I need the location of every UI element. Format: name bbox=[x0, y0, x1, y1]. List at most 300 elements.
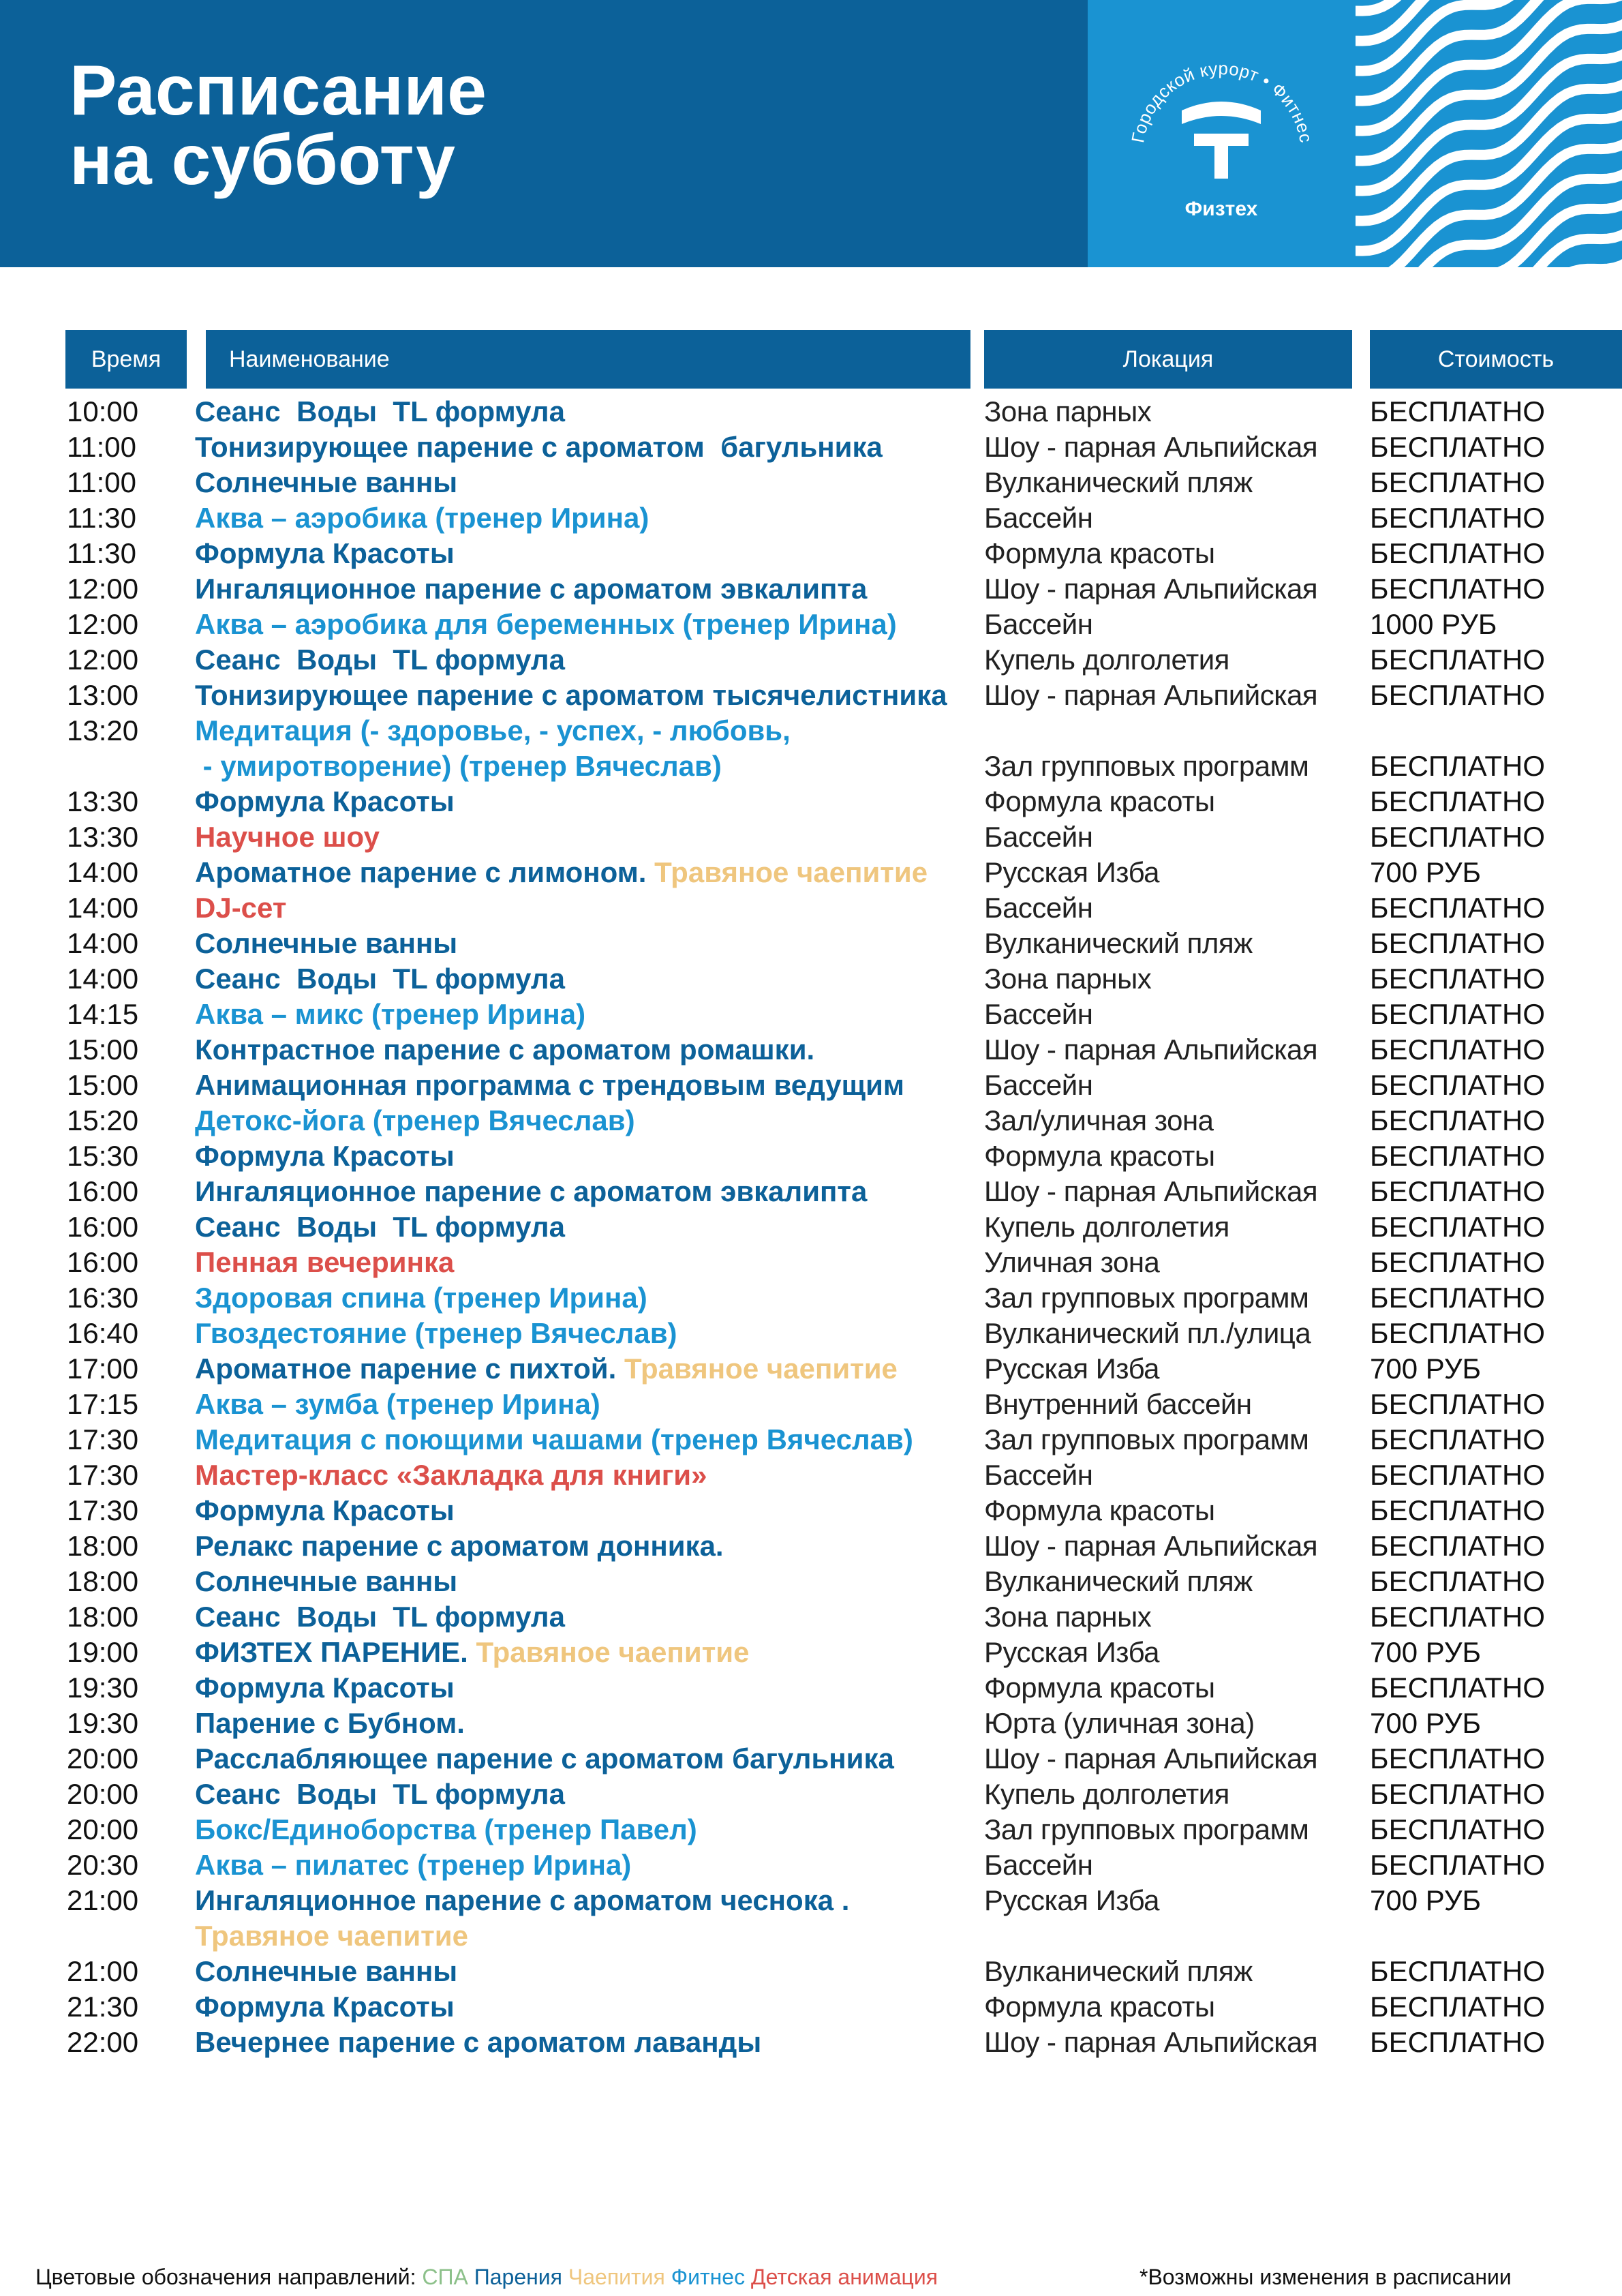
table-row bbox=[0, 890, 1622, 926]
event-time: 11:30 bbox=[67, 502, 136, 534]
event-time: 18:00 bbox=[67, 1601, 139, 1633]
page-footer bbox=[0, 2265, 1622, 2296]
event-price: БЕСПЛАТНО bbox=[1370, 1317, 1546, 1349]
event-name bbox=[195, 1954, 457, 1989]
event-price: БЕСПЛАТНО bbox=[1370, 1033, 1546, 1066]
event-price: БЕСПЛАТНО bbox=[1370, 573, 1546, 605]
event-location: Вулканический пляж bbox=[984, 466, 1253, 498]
event-price: БЕСПЛАТНО bbox=[1370, 644, 1546, 676]
event-location: Купель долголетия bbox=[984, 1211, 1229, 1243]
event-name bbox=[195, 1032, 814, 1068]
event-location: Зал групповых программ bbox=[984, 750, 1309, 782]
event-name-part: Аква – пилатес (тренер Ирина) bbox=[195, 1849, 632, 1881]
event-name bbox=[195, 1493, 455, 1528]
event-name bbox=[195, 571, 867, 607]
table-row bbox=[0, 1032, 1622, 1068]
event-time: 15:00 bbox=[67, 1033, 139, 1066]
event-name-part: Медитация (- здоровье, - успех, - любовь, bbox=[195, 714, 791, 746]
event-time: 13:00 bbox=[67, 679, 139, 711]
page-header bbox=[0, 0, 1622, 267]
event-location: Купель долголетия bbox=[984, 644, 1229, 676]
event-location: Уличная зона bbox=[984, 1246, 1160, 1278]
event-price: БЕСПЛАТНО bbox=[1370, 1104, 1546, 1136]
table-row bbox=[0, 961, 1622, 997]
event-price: БЕСПЛАТНО bbox=[1370, 1672, 1546, 1704]
table-row bbox=[0, 571, 1622, 607]
table-row bbox=[0, 1670, 1622, 1706]
event-time: 17:15 bbox=[67, 1388, 139, 1420]
event-time: 11:30 bbox=[67, 537, 136, 569]
wave-pattern bbox=[1356, 0, 1622, 267]
event-location: Зал групповых программ bbox=[984, 1813, 1309, 1845]
event-price: БЕСПЛАТНО bbox=[1370, 963, 1546, 995]
event-location: Шоу - парная Альпийская bbox=[984, 1742, 1318, 1774]
event-time: 20:00 bbox=[67, 1742, 139, 1774]
event-name bbox=[195, 1316, 677, 1351]
event-time: 13:20 bbox=[67, 714, 139, 746]
event-name bbox=[195, 1564, 457, 1599]
event-location: Бассейн bbox=[984, 1069, 1093, 1101]
table-row bbox=[0, 1528, 1622, 1564]
event-price: БЕСПЛАТНО bbox=[1370, 395, 1546, 427]
event-name bbox=[195, 1245, 454, 1280]
event-name-part: Расслабляющее парение с ароматом багульника bbox=[195, 1742, 894, 1774]
table-row bbox=[0, 1174, 1622, 1209]
event-time: 18:00 bbox=[67, 1565, 139, 1597]
event-name-part: Сеанс Воды TL формула bbox=[195, 1601, 565, 1633]
event-price: БЕСПЛАТНО bbox=[1370, 1955, 1546, 1987]
event-price: 700 РУБ bbox=[1370, 1353, 1482, 1385]
event-name bbox=[195, 713, 791, 749]
event-name-continued bbox=[195, 749, 722, 784]
logo-ring-text: Городской курорт • Фитнес bbox=[1127, 58, 1317, 145]
event-time: 19:00 bbox=[67, 1636, 139, 1668]
table-row bbox=[0, 1245, 1622, 1280]
event-name bbox=[195, 1777, 565, 1812]
table-row bbox=[0, 1387, 1622, 1422]
title-line-1: Расписание bbox=[70, 51, 487, 130]
table-row bbox=[0, 1883, 1622, 1918]
event-name-part: Травяное чаепитие bbox=[654, 856, 928, 888]
event-name bbox=[195, 784, 455, 819]
event-name bbox=[195, 1422, 913, 1457]
event-location: Бассейн bbox=[984, 892, 1093, 924]
event-location: Русская Изба bbox=[984, 1884, 1160, 1916]
table-row bbox=[0, 607, 1622, 642]
event-location: Шоу - парная Альпийская bbox=[984, 679, 1318, 711]
table-row bbox=[0, 1599, 1622, 1635]
event-location: Зона парных bbox=[984, 395, 1152, 427]
table-row bbox=[0, 1741, 1622, 1777]
event-time: 13:30 bbox=[67, 785, 139, 817]
event-name-part: Аква – микс (тренер Ирина) bbox=[195, 998, 586, 1030]
event-price: БЕСПЛАТНО bbox=[1370, 892, 1546, 924]
event-name bbox=[195, 1635, 749, 1670]
event-name-part: Парение с Бубном. bbox=[195, 1707, 465, 1739]
event-time: 16:40 bbox=[67, 1317, 139, 1349]
event-name-part: Сеанс Воды TL формула bbox=[195, 1778, 565, 1810]
event-price: БЕСПЛАТНО bbox=[1370, 1388, 1546, 1420]
event-name-part: Мастер-класс «Закладка для книги» bbox=[195, 1459, 707, 1491]
event-time: 16:00 bbox=[67, 1175, 139, 1207]
event-name bbox=[195, 500, 649, 536]
legend-item-steam: Парения bbox=[474, 2265, 562, 2289]
event-location: Зона парных bbox=[984, 963, 1152, 995]
schedule-change-note: *Возможны изменения в расписании bbox=[1139, 2265, 1512, 2289]
table-row bbox=[0, 678, 1622, 713]
event-price: БЕСПЛАТНО bbox=[1370, 1565, 1546, 1597]
event-location: Внутренний бассейн bbox=[984, 1388, 1252, 1420]
event-name bbox=[195, 1138, 455, 1174]
event-name-part: Сеанс Воды TL формула bbox=[195, 963, 565, 995]
column-header-price: Стоимость bbox=[1370, 330, 1622, 389]
event-name-part: - умиротворение) (тренер Вячеслав) bbox=[195, 750, 722, 782]
table-row bbox=[0, 429, 1622, 465]
event-location: Формула красоты bbox=[984, 1991, 1215, 2023]
event-price: 700 РУБ bbox=[1370, 856, 1482, 888]
event-name-part: Детокс-йога (тренер Вячеслав) bbox=[195, 1104, 635, 1136]
table-row bbox=[0, 1564, 1622, 1599]
event-time: 16:00 bbox=[67, 1246, 139, 1278]
event-location: Бассейн bbox=[984, 821, 1093, 853]
event-time: 19:30 bbox=[67, 1707, 139, 1739]
event-time: 10:00 bbox=[67, 395, 139, 427]
event-price: БЕСПЛАТНО bbox=[1370, 750, 1546, 782]
event-price: 700 РУБ bbox=[1370, 1884, 1482, 1916]
event-name-part: Пенная вечеринка bbox=[195, 1246, 455, 1278]
event-location: Формула красоты bbox=[984, 537, 1215, 569]
event-price: БЕСПЛАТНО bbox=[1370, 431, 1546, 463]
event-name bbox=[195, 1209, 565, 1245]
event-price: БЕСПЛАТНО bbox=[1370, 1601, 1546, 1633]
table-row bbox=[0, 1280, 1622, 1316]
event-time: 15:20 bbox=[67, 1104, 139, 1136]
event-location: Зал/уличная зона bbox=[984, 1104, 1214, 1136]
event-name-part: Формула Красоты bbox=[195, 1494, 455, 1526]
legend-item-tea: Чаепития bbox=[568, 2265, 665, 2289]
table-row bbox=[0, 1635, 1622, 1670]
event-price: БЕСПЛАТНО bbox=[1370, 821, 1546, 853]
table-row bbox=[0, 1706, 1622, 1741]
legend-item-fit: Фитнес bbox=[671, 2265, 746, 2289]
event-name-part: Ингаляционное парение с ароматом чеснока . bbox=[195, 1884, 850, 1916]
event-name-part: Формула Красоты bbox=[195, 537, 455, 569]
event-time: 20:00 bbox=[67, 1778, 139, 1810]
event-name bbox=[195, 1387, 600, 1422]
event-location: Бассейн bbox=[984, 502, 1093, 534]
event-price: БЕСПЛАТНО bbox=[1370, 1813, 1546, 1845]
event-time: 15:30 bbox=[67, 1140, 139, 1172]
event-time: 12:00 bbox=[67, 608, 139, 640]
event-price: БЕСПЛАТНО bbox=[1370, 1494, 1546, 1526]
table-row-continuation bbox=[0, 749, 1622, 784]
event-name bbox=[195, 997, 585, 1032]
event-name-part: Вечернее парение с ароматом лаванды bbox=[195, 2026, 762, 2058]
event-time: 17:00 bbox=[67, 1353, 139, 1385]
event-location: Шоу - парная Альпийская bbox=[984, 2026, 1318, 2058]
logo-name: Физтех bbox=[1184, 198, 1258, 220]
event-name bbox=[195, 678, 947, 713]
event-name-part: Травяное чаепитие bbox=[624, 1353, 898, 1385]
event-name bbox=[195, 429, 883, 465]
event-location: Русская Изба bbox=[984, 856, 1160, 888]
table-row bbox=[0, 819, 1622, 855]
table-row bbox=[0, 1103, 1622, 1138]
event-name bbox=[195, 1528, 724, 1564]
event-location: Бассейн bbox=[984, 1849, 1093, 1881]
event-location: Вулканический пляж bbox=[984, 927, 1253, 959]
table-row bbox=[0, 2025, 1622, 2060]
event-price: БЕСПЛАТНО bbox=[1370, 1140, 1546, 1172]
event-time: 19:30 bbox=[67, 1672, 139, 1704]
event-price: БЕСПЛАТНО bbox=[1370, 927, 1546, 959]
event-location: Формула красоты bbox=[984, 1140, 1215, 1172]
event-price: БЕСПЛАТНО bbox=[1370, 1459, 1546, 1491]
event-name-continued bbox=[195, 1918, 468, 1954]
table-row bbox=[0, 465, 1622, 500]
event-price: БЕСПЛАТНО bbox=[1370, 1530, 1546, 1562]
event-time: 12:00 bbox=[67, 573, 139, 605]
event-name bbox=[195, 2025, 761, 2060]
table-row bbox=[0, 1777, 1622, 1812]
event-name-part: Аква – зумба (тренер Ирина) bbox=[195, 1388, 600, 1420]
table-row bbox=[0, 855, 1622, 890]
event-time: 20:00 bbox=[67, 1813, 139, 1845]
event-name bbox=[195, 819, 380, 855]
event-name bbox=[195, 1883, 849, 1918]
event-name-part: Травяное чаепитие bbox=[195, 1920, 468, 1952]
event-price: БЕСПЛАТНО bbox=[1370, 2026, 1546, 2058]
event-time: 18:00 bbox=[67, 1530, 139, 1562]
event-name-part: Научное шоу bbox=[195, 821, 380, 853]
event-name-part: Солнечные ванны bbox=[195, 1565, 458, 1597]
event-name bbox=[195, 1741, 894, 1777]
table-row bbox=[0, 1422, 1622, 1457]
table-row bbox=[0, 926, 1622, 961]
event-time: 11:00 bbox=[67, 466, 136, 498]
event-name bbox=[195, 1068, 904, 1103]
event-name bbox=[195, 642, 565, 678]
event-name bbox=[195, 855, 928, 890]
column-header-name: Наименование bbox=[206, 330, 970, 389]
event-name-part: Ингаляционное парение с ароматом эвкалипта bbox=[195, 573, 868, 605]
event-name bbox=[195, 961, 565, 997]
table-row bbox=[0, 1812, 1622, 1847]
event-name bbox=[195, 926, 457, 961]
table-row bbox=[0, 713, 1622, 749]
column-header-time: Время bbox=[65, 330, 187, 389]
event-name-part: Аква – аэробика (тренер Ирина) bbox=[195, 502, 649, 534]
event-name bbox=[195, 1174, 867, 1209]
event-name-part: Солнечные ванны bbox=[195, 466, 458, 498]
event-name bbox=[195, 607, 897, 642]
event-price: БЕСПЛАТНО bbox=[1370, 785, 1546, 817]
event-time: 17:30 bbox=[67, 1423, 139, 1455]
event-time: 21:00 bbox=[67, 1884, 139, 1916]
event-name-part: Формула Красоты bbox=[195, 1140, 455, 1172]
event-price: БЕСПЛАТНО bbox=[1370, 1246, 1546, 1278]
event-location: Вулканический пл./улица bbox=[984, 1317, 1311, 1349]
page-title bbox=[70, 51, 487, 200]
legend-item-kids: Детская анимация bbox=[750, 2265, 938, 2289]
event-price: БЕСПЛАТНО bbox=[1370, 1742, 1546, 1774]
event-location: Шоу - парная Альпийская bbox=[984, 573, 1318, 605]
svg-text:Городской курорт • Фитнес bbox=[1127, 58, 1317, 145]
event-time: 22:00 bbox=[67, 2026, 139, 2058]
event-name-part: Травяное чаепитие bbox=[476, 1636, 750, 1668]
table-row bbox=[0, 784, 1622, 819]
event-name-part: Тонизирующее парение с ароматом багульника bbox=[195, 431, 883, 463]
fiztech-logo bbox=[1088, 0, 1356, 267]
event-name-part: ФИЗТЕХ ПАРЕНИЕ. bbox=[195, 1636, 476, 1668]
event-time: 17:30 bbox=[67, 1459, 139, 1491]
event-location: Шоу - парная Альпийская bbox=[984, 1175, 1318, 1207]
event-location: Юрта (уличная зона) bbox=[984, 1707, 1255, 1739]
event-time: 16:00 bbox=[67, 1211, 139, 1243]
event-price: 700 РУБ bbox=[1370, 1707, 1482, 1739]
table-row bbox=[0, 1493, 1622, 1528]
event-name bbox=[195, 1847, 631, 1883]
event-name-part: Солнечные ванны bbox=[195, 927, 458, 959]
event-name-part: Формула Красоты bbox=[195, 1991, 455, 2023]
legend-label: Цветовые обозначения направлений: bbox=[35, 2265, 416, 2289]
event-price: БЕСПЛАТНО bbox=[1370, 1211, 1546, 1243]
event-price: 1000 РУБ bbox=[1370, 608, 1497, 640]
event-location: Формула красоты bbox=[984, 1494, 1215, 1526]
event-time: 17:30 bbox=[67, 1494, 139, 1526]
event-location: Вулканический пляж bbox=[984, 1565, 1253, 1597]
event-location: Бассейн bbox=[984, 608, 1093, 640]
event-name bbox=[195, 1706, 465, 1741]
color-legend bbox=[35, 2265, 938, 2290]
event-name-part: Сеанс Воды TL формула bbox=[195, 644, 565, 676]
event-time: 15:00 bbox=[67, 1069, 139, 1101]
event-price: БЕСПЛАТНО bbox=[1370, 1778, 1546, 1810]
table-row bbox=[0, 1351, 1622, 1387]
event-name-part: Ингаляционное парение с ароматом эвкалипта bbox=[195, 1175, 868, 1207]
event-name-part: DJ-сет bbox=[195, 892, 287, 924]
event-name bbox=[195, 890, 286, 926]
event-name bbox=[195, 1989, 455, 2025]
event-time: 14:00 bbox=[67, 927, 139, 959]
event-name bbox=[195, 1812, 697, 1847]
event-location: Русская Изба bbox=[984, 1636, 1160, 1668]
table-row bbox=[0, 997, 1622, 1032]
event-location: Формула красоты bbox=[984, 1672, 1215, 1704]
event-price: БЕСПЛАТНО bbox=[1370, 1282, 1546, 1314]
event-price: БЕСПЛАТНО bbox=[1370, 537, 1546, 569]
table-row bbox=[0, 1138, 1622, 1174]
table-row-continuation bbox=[0, 1918, 1622, 1954]
event-price: БЕСПЛАТНО bbox=[1370, 1849, 1546, 1881]
event-name bbox=[195, 1103, 635, 1138]
event-time: 14:00 bbox=[67, 963, 139, 995]
table-row bbox=[0, 1316, 1622, 1351]
event-price: БЕСПЛАТНО bbox=[1370, 1069, 1546, 1101]
event-name-part: Формула Красоты bbox=[195, 785, 455, 817]
event-price: БЕСПЛАТНО bbox=[1370, 679, 1546, 711]
column-header-location: Локация bbox=[984, 330, 1352, 389]
event-name-part: Ароматное парение с лимоном. bbox=[195, 856, 655, 888]
event-name-part: Медитация с поющими чашами (тренер Вячеслав) bbox=[195, 1423, 913, 1455]
event-name bbox=[195, 465, 457, 500]
event-location: Зал групповых программ bbox=[984, 1282, 1309, 1314]
event-price: БЕСПЛАТНО bbox=[1370, 502, 1546, 534]
event-location: Зал групповых программ bbox=[984, 1423, 1309, 1455]
event-location: Бассейн bbox=[984, 998, 1093, 1030]
table-row bbox=[0, 642, 1622, 678]
event-price: 700 РУБ bbox=[1370, 1636, 1482, 1668]
event-time: 14:00 bbox=[67, 892, 139, 924]
table-row bbox=[0, 1847, 1622, 1883]
legend-item-spa: СПА bbox=[422, 2265, 468, 2289]
event-location: Русская Изба bbox=[984, 1353, 1160, 1385]
event-name-part: Гвоздестояние (тренер Вячеслав) bbox=[195, 1317, 677, 1349]
event-location: Шоу - парная Альпийская bbox=[984, 1530, 1318, 1562]
event-time: 21:30 bbox=[67, 1991, 139, 2023]
event-location: Бассейн bbox=[984, 1459, 1093, 1491]
schedule-table bbox=[0, 394, 1622, 2060]
event-name bbox=[195, 1670, 455, 1706]
event-name bbox=[195, 394, 565, 429]
event-location: Шоу - парная Альпийская bbox=[984, 1033, 1318, 1066]
table-row bbox=[0, 1209, 1622, 1245]
event-time: 13:30 bbox=[67, 821, 139, 853]
event-name-part: Формула Красоты bbox=[195, 1672, 455, 1704]
event-price: БЕСПЛАТНО bbox=[1370, 466, 1546, 498]
event-name-part: Ароматное парение с пихтой. bbox=[195, 1353, 624, 1385]
event-price: БЕСПЛАТНО bbox=[1370, 1423, 1546, 1455]
table-row bbox=[0, 536, 1622, 571]
table-row bbox=[0, 1068, 1622, 1103]
title-line-2: на субботу bbox=[70, 121, 456, 200]
event-name bbox=[195, 1599, 565, 1635]
event-name bbox=[195, 536, 455, 571]
table-row bbox=[0, 394, 1622, 429]
event-name-part: Здоровая спина (тренер Ирина) bbox=[195, 1282, 647, 1314]
event-time: 16:30 bbox=[67, 1282, 139, 1314]
event-price: БЕСПЛАТНО bbox=[1370, 998, 1546, 1030]
event-time: 12:00 bbox=[67, 644, 139, 676]
event-time: 21:00 bbox=[67, 1955, 139, 1987]
event-name-part: Релакс парение с ароматом донника. bbox=[195, 1530, 724, 1562]
event-name-part: Аква – аэробика для беременных (тренер Ирина) bbox=[195, 608, 897, 640]
logo-panel bbox=[1088, 0, 1356, 267]
event-time: 14:00 bbox=[67, 856, 139, 888]
table-row bbox=[0, 1457, 1622, 1493]
event-location: Формула красоты bbox=[984, 785, 1215, 817]
event-name-part: Сеанс Воды TL формула bbox=[195, 1211, 565, 1243]
table-row bbox=[0, 1954, 1622, 1989]
table-row bbox=[0, 500, 1622, 536]
table-row bbox=[0, 1989, 1622, 2025]
wave-pattern-icon bbox=[1356, 0, 1622, 267]
event-name-part: Сеанс Воды TL формула bbox=[195, 395, 565, 427]
logo-mark-icon bbox=[1182, 102, 1261, 179]
event-price: БЕСПЛАТНО bbox=[1370, 1991, 1546, 2023]
event-name-part: Анимационная программа с трендовым ведущим bbox=[195, 1069, 904, 1101]
event-name-part: Контрастное парение с ароматом ромашки. bbox=[195, 1033, 815, 1066]
event-name bbox=[195, 1280, 647, 1316]
event-time: 20:30 bbox=[67, 1849, 139, 1881]
event-name-part: Бокс/Единоборства (тренер Павел) bbox=[195, 1813, 697, 1845]
event-name-part: Солнечные ванны bbox=[195, 1955, 458, 1987]
event-location: Зона парных bbox=[984, 1601, 1152, 1633]
event-time: 11:00 bbox=[67, 431, 136, 463]
event-location: Шоу - парная Альпийская bbox=[984, 431, 1318, 463]
event-price: БЕСПЛАТНО bbox=[1370, 1175, 1546, 1207]
event-name bbox=[195, 1351, 898, 1387]
